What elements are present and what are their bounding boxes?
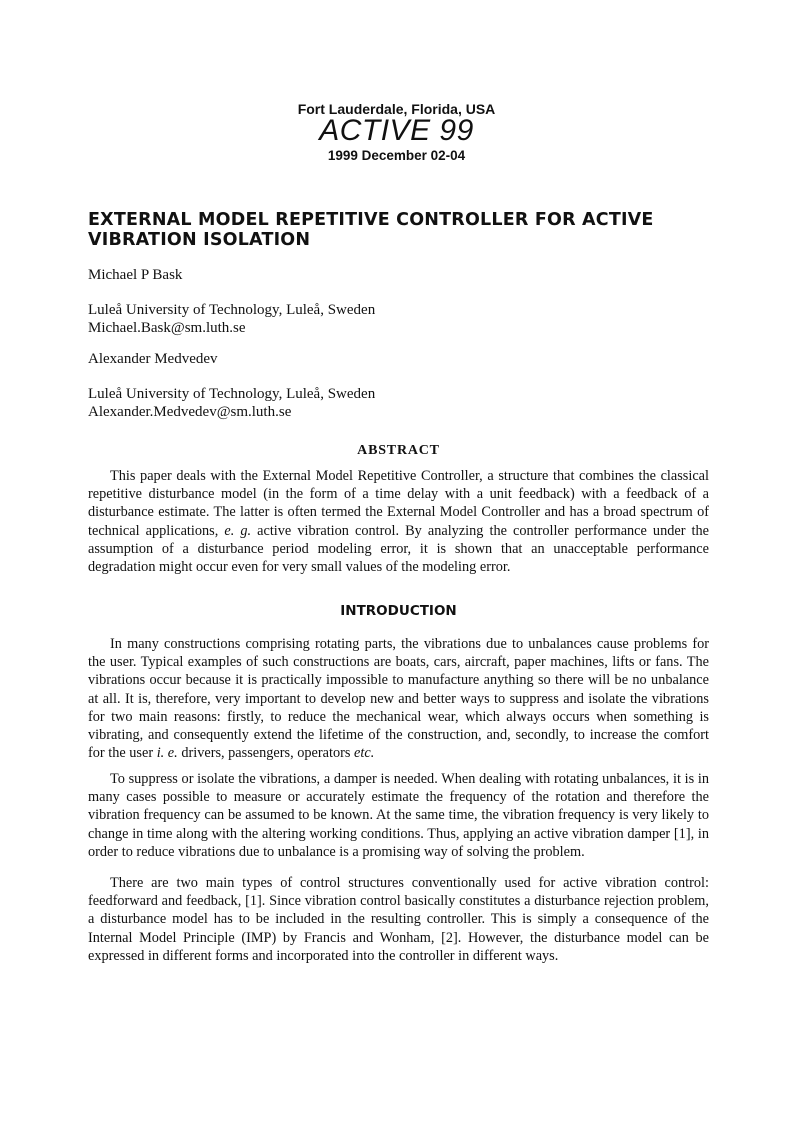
author-name: Michael P Bask [88, 267, 183, 283]
introduction-heading: INTRODUCTION [340, 603, 457, 619]
author-email: Alexander.Medvedev@sm.luth.se [88, 404, 292, 420]
author-affiliation: Luleå University of Technology, Luleå, Sweden [88, 386, 376, 402]
author-name: Alexander Medvedev [88, 351, 218, 367]
paragraph: There are two main types of control structures conventionally used for active vibration control: feedforward and feedback, [1]. Since vibration control basically constitutes a disturbance rejection problem, a disturbance model has to be included in the resulting controller. This is simply a consequence of the Internal Model Principle (IMP) by Francis and Wonham, [2]. However, the disturbance model can be expressed in different forms and incorporated into the controller in different ways. [88, 875, 709, 964]
author-affiliation: Luleå University of Technology, Luleå, Sweden [88, 302, 376, 318]
conference-header [0, 101, 793, 164]
paper-title: EXTERNAL MODEL REPETITIVE CONTROLLER FOR ACTIVE VIBRATION ISOLATION [88, 210, 654, 250]
conference-dates: 1999 December 02-04 [327, 148, 466, 163]
conference-location: Fort Lauderdale, Florida, USA [297, 101, 496, 117]
paragraph: To suppress or isolate the vibrations, a damper is needed. When dealing with rotating unbalances, it is in many cases possible to measure or accurately estimate the frequency of the rotation and therefore the vibration frequency can be assumed to be known. At the same time, the vibration frequency is very likely to change in time along with the altering working conditions. Thus, applying an active vibration damper [1], in order to reduce vibrations due to unbalance is a promising way of solving the problem. [88, 771, 709, 860]
abstract-heading: ABSTRACT [357, 443, 440, 458]
conference-name: ACTIVE 99 [319, 114, 474, 147]
paragraph: In many constructions comprising rotating parts, the vibrations due to unbalances cause problems for the user. Typical examples of such constructions are boats, cars, aircraft, paper machines, lifts or fans. The vibrations occur because it is practically impossible to manufacture anything so there will be no unbalance at all. It is, therefore, very important to develop new and better ways to suppress and isolate the vibrations for two main reasons: firstly, to reduce the mechanical wear, which always occurs when something is vibrating, and consequently extend the lifetime of the construction, and, secondly, to increase the comfort for the user i. e. drivers, passengers, operators etc. [88, 636, 709, 762]
abstract-text: This paper deals with the External Model Repetitive Controller, a structure that combines the classical repetitive disturbance model (in the form of a time delay with a unit feedback) with a feedback of a disturbance estimate. The latter is often termed the External Model Controller and has a broad spectrum of technical applications, e. g. active vibration control. By analyzing the controller performance under the assumption of a disturbance period modeling error, it is shown that an unacceptable performance degradation might occur even for very small values of the modeling error. [88, 468, 710, 576]
author-email: Michael.Bask@sm.luth.se [88, 320, 246, 336]
